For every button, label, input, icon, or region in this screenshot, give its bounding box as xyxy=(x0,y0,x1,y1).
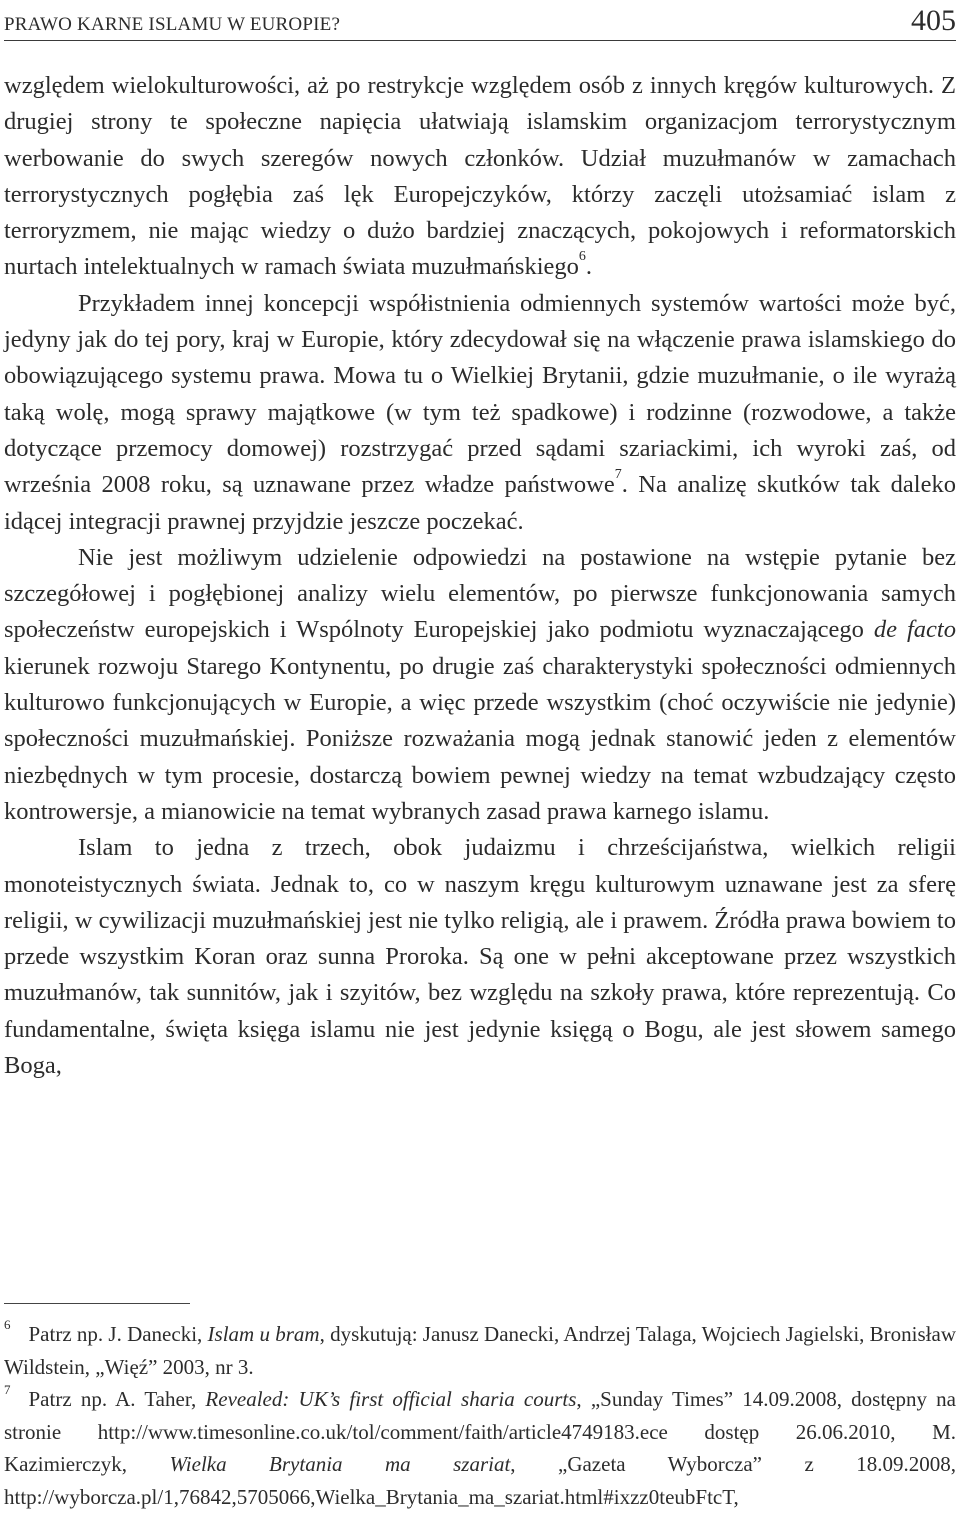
footnote-7-number: 7 xyxy=(4,1382,11,1397)
footnote-7-middle: , „Sunday Times” 14.09.2008, dostępny na stronie http://www.timesonline.co.uk/tol/comment/faith/article4749183.ece dostęp 26.06.2010, M. Kazimierczyk, xyxy=(4,1387,956,1476)
paragraph-2-end: . Na analizę skutków tak daleko idącej integracji prawnej przyjdzie jeszcze poczekać. xyxy=(4,471,956,535)
paragraph-2 xyxy=(4,286,956,540)
body-text xyxy=(4,68,956,1084)
paragraph-3-end: kierunek rozwoju Starego Kontynentu, po drugie zaś charakterystyki społeczności odmiennych kulturowo funkcjonujących w Europie, a więc przede wszystkim (choć oczywiście nie jedynie) społeczności muzułmańskiej. Poniższe rozważania mogą jednak stanowić jeden z elementów niezbędnych w tym procesie, dostarczą bowiem pewnej wiedzy na temat wzbudzający często kontrowersje, a mianowicie na temat wybranych zasad prawa karnego islamu. xyxy=(4,652,956,825)
footnote-6 xyxy=(4,1318,956,1383)
footnote-6-number: 6 xyxy=(4,1317,11,1332)
running-header-title: PRAWO KARNE ISLAMU W EUROPIE? xyxy=(4,14,341,35)
footnote-separator xyxy=(4,1303,190,1304)
paragraph-1-text: względem wielokulturowości, aż po restrykcje względem osób z innych kręgów kulturowych. Z drugiej strony te społeczne napięcia ułatwiają islamskim organizacjom terrorystycznym werbowanie do swych szeregów nowych członków. Udział muzułmanów w zamachach terrorystycznych pogłębia zaś lęk Europejczyków, którzy zaczęli utożsamiać islam z terroryzmem, nie mając wiedzy o dużo bardziej znaczących, pokojowych i reformatorskich nurtach intelektualnych w ramach świata muzułmańskiego xyxy=(4,72,956,281)
footnotes xyxy=(4,1318,956,1513)
paragraph-1-end: . xyxy=(585,253,593,281)
footnote-7 xyxy=(4,1383,956,1513)
paragraph-4-text: Islam to jedna z trzech, obok judaizmu i chrześcijaństwa, wielkich religii monoteistycznych świata. Jednak to, co w naszym kręgu kulturowym uznawane jest za sferę religii, w cywilizacji muzułmańskiej jest nie tylko religią, ale i prawem. Źródła prawa bowiem to przede wszystkim Koran oraz sunna Proroka. Są one w pełni akceptowane przez wszystkich muzułmanów, tak sunnitów, jak i szyitów, bez względu na szkoły prawa, które reprezentują. Co fundamentalne, święta księga islamu nie jest jedynie księgą o Bogu, ale jest słowem samego Boga, xyxy=(4,834,956,1080)
paragraph-3-text: Nie jest możliwym udzielenie odpowiedzi na postawione na wstępie pytanie bez szczegółowej i pogłębionej analizy wielu elementów, po pierwsze funkcjonowania samych społeczeństw europejskich i Wspólnoty Europejskiej jako podmiotu wyznaczającego xyxy=(4,543,956,644)
paragraph-1 xyxy=(4,68,956,286)
paragraph-3-italic: de facto xyxy=(873,616,956,644)
footnote-7-italic-1: Revealed: UK’s first official sharia courts xyxy=(205,1387,577,1411)
footnote-7-end: , „Gazeta Wyborcza” z 18.09.2008, http://wyborcza.pl/1,76842,5705066,Wielka_Brytania_ma_szariat.html#ixzz0teubFtcT, xyxy=(4,1452,956,1509)
footnote-7-italic-2: Wielka Brytania ma szariat xyxy=(169,1452,511,1476)
paragraph-3 xyxy=(4,540,956,830)
footnote-7-text: Patrz np. A. Taher, xyxy=(28,1387,206,1411)
footnote-6-italic: Islam u bram xyxy=(207,1322,320,1346)
footnote-ref-6[interactable]: 6 xyxy=(578,249,586,265)
paragraph-4 xyxy=(4,830,956,1084)
page-number: 405 xyxy=(911,4,956,37)
footnote-6-end: , dyskutują: Janusz Danecki, Andrzej Talaga, Wojciech Jagielski, Bronisław Wildstein, „Więź” 2003, nr 3. xyxy=(4,1322,956,1379)
running-header xyxy=(4,6,956,41)
footnote-ref-7[interactable]: 7 xyxy=(614,467,622,483)
footnote-6-text: Patrz np. J. Danecki, xyxy=(28,1322,208,1346)
paragraph-2-text: Przykładem innej koncepcji współistnienia odmiennych systemów wartości może być, jedyny jak do tej pory, kraj w Europie, który zdecydował się na włączenie prawa islamskiego do obowiązującego systemu prawa. Mowa tu o Wielkiej Brytanii, gdzie muzułmanie, o ile wyrażą taką wolę, mogą sprawy majątkowe (w tym też spadkowe) i rodzinne (rozwodowe, a także dotyczące przemocy domowej) rozstrzygać przed sądami szariackimi, ich wyroki zaś, od września 2008 roku, są uznawane przez władze państwowe xyxy=(4,289,956,499)
